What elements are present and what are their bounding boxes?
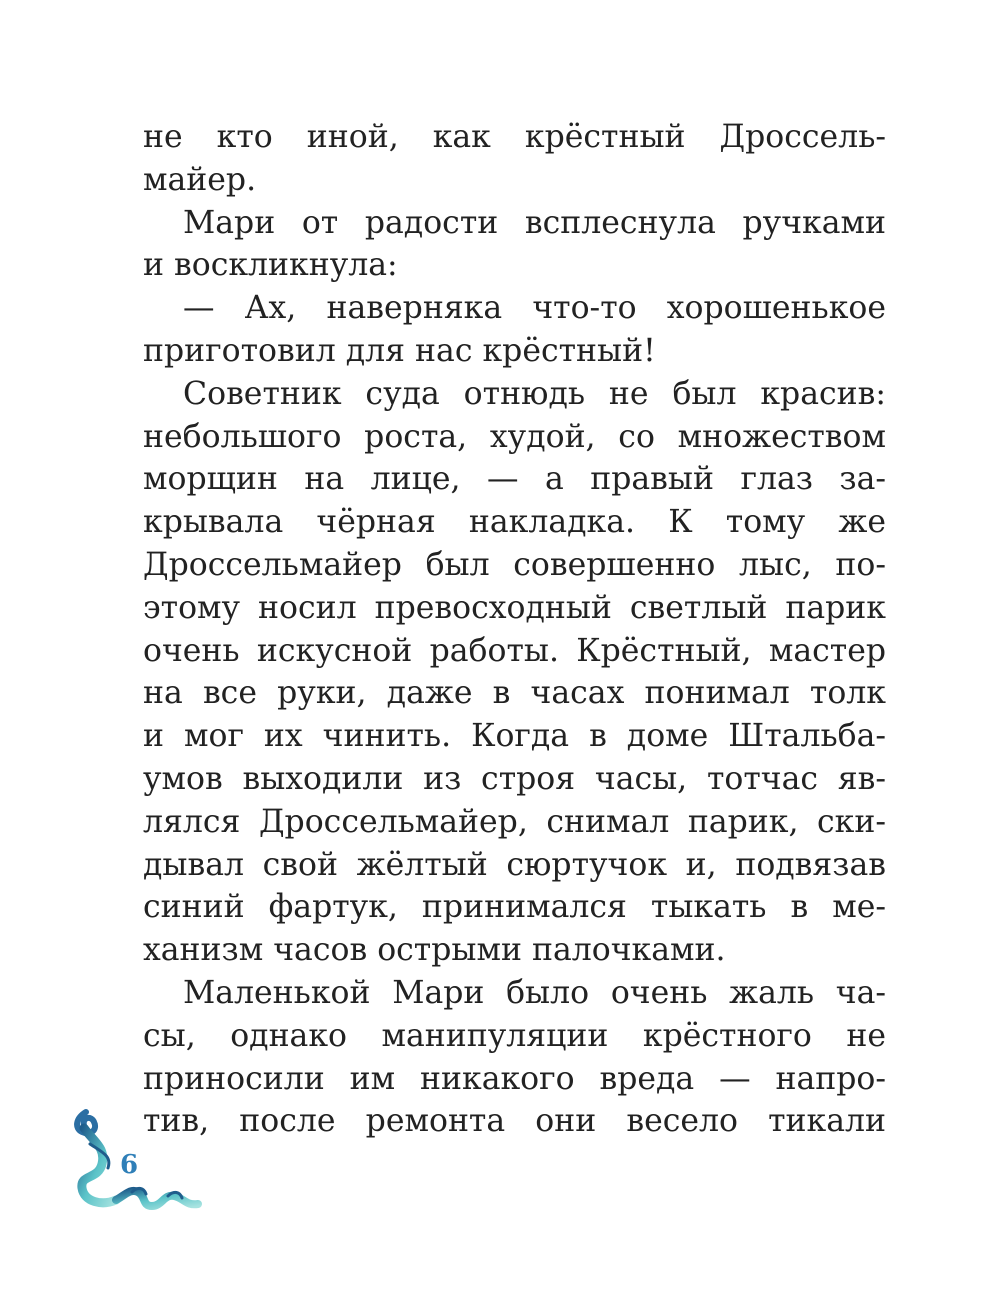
text-line: и воскликнула: bbox=[143, 247, 398, 284]
text-line: — Ах, наверняка что-то хорошенькое bbox=[183, 290, 886, 327]
body-text bbox=[143, 116, 886, 1143]
text-line: крывала чёрная накладка. К тому же bbox=[143, 504, 886, 541]
text-line: морщин на лице, — а правый глаз за- bbox=[143, 461, 886, 498]
text-line: Маленькой Мари было очень жаль ча- bbox=[183, 974, 886, 1011]
text-line: Советник суда отнюдь не был красив: bbox=[183, 375, 886, 412]
text-line: синий фартук, принимался тыкать в ме- bbox=[143, 889, 886, 926]
text-line: очень искусной работы. Крёстный, мастер bbox=[143, 632, 886, 669]
text-line: тив, после ремонта они весело тикали bbox=[143, 1103, 886, 1140]
text-line: не кто иной, как крёстный Дроссель- bbox=[143, 119, 886, 155]
text-line: майер. bbox=[143, 161, 257, 198]
text-line: приносили им никакого вреда — напро- bbox=[143, 1060, 886, 1097]
text-line: приготовил для нас крёстный! bbox=[143, 332, 656, 369]
page-number: 6 bbox=[120, 1150, 139, 1180]
text-line: Мари от радости всплеснула ручками bbox=[183, 204, 886, 241]
text-line: и мог их чинить. Когда в доме Штальба- bbox=[143, 718, 886, 755]
text-line: дывал свой жёлтый сюртучок и, подвязав bbox=[143, 846, 886, 883]
text-line: на все руки, даже в часах понимал толк bbox=[143, 675, 886, 712]
text-line: ханизм часов острыми палочками. bbox=[143, 932, 726, 969]
text-line: лялся Дроссельмайер, снимал парик, ски- bbox=[143, 803, 886, 840]
text-line: небольшого роста, худой, со множеством bbox=[143, 418, 886, 455]
text-line: умов выходили из строя часы, тотчас яв- bbox=[143, 760, 886, 797]
text-line: этому носил превосходный светлый парик bbox=[143, 589, 886, 626]
text-line: Дроссельмайер был совершенно лыс, по- bbox=[143, 546, 886, 583]
text-line: сы, однако манипуляции крёстного не bbox=[143, 1017, 886, 1054]
